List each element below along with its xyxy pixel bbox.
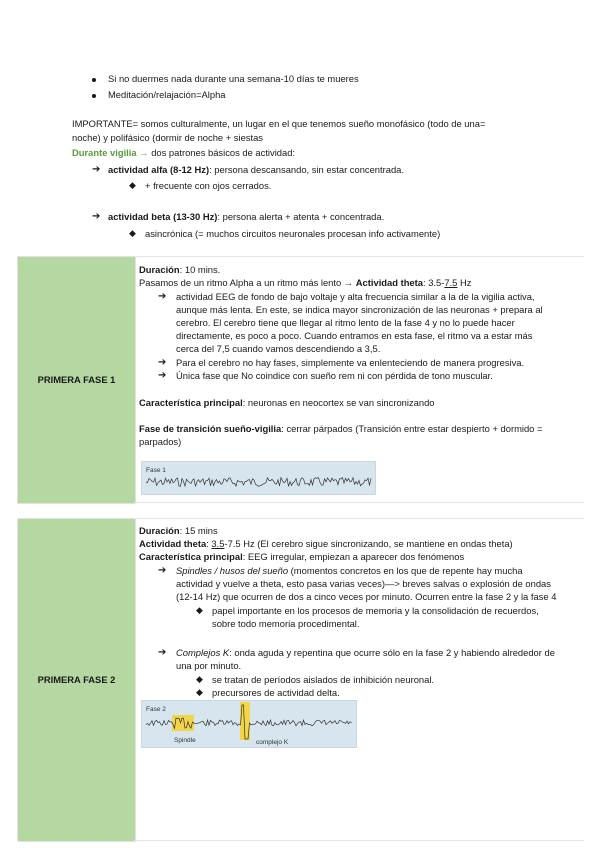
important-line-1: IMPORTANTE= somos culturalmente, un lugar en el que tenemos sueño monofásico (todo de una=	[72, 118, 486, 129]
table-border	[134, 518, 584, 519]
vigilia-heading-line	[72, 146, 295, 159]
theta-label: Actividad theta	[139, 538, 207, 549]
arrow-icon: ➔	[158, 565, 167, 576]
fase1-point-line: actividad EEG de fondo de bajo voltaje y alta frecuencia similar a la de la vigilia activa,	[176, 291, 535, 302]
transicion-label: Fase de transición sueño-vigilia	[139, 423, 282, 434]
fase1-caracteristica	[139, 396, 435, 409]
theta-value-underlined: 7.5	[444, 277, 458, 288]
spindles-line: actividad y vuelve a theta, esto pasa varias veces)—> breves salvas o explosión de ondas	[176, 578, 551, 589]
spindles-text: (momentos concretos en los que de repente hay mucha	[288, 565, 523, 576]
arrow-icon: ➔	[158, 357, 167, 368]
alfa-line	[108, 163, 404, 176]
bullet-dot	[92, 78, 96, 82]
diamond-bullet-icon: ◆	[196, 687, 203, 697]
beta-line	[108, 210, 384, 223]
fase1-label-cell	[17, 256, 136, 504]
complejos-title: Complejos K	[176, 647, 230, 658]
fase1-point-line: Única fase que No coindice con sueño rem ni con pérdida de tono muscular.	[176, 370, 493, 381]
beta-name: actividad beta	[108, 211, 171, 222]
fase1-point-line: directamente, es poco a poco. Cuando entramos en esta fase, el ritmo va a estar más	[176, 330, 533, 341]
duracion-label: Duración	[139, 525, 180, 536]
fase2-duracion	[139, 524, 218, 537]
diamond-bullet-icon: ◆	[196, 605, 203, 615]
fase1-point-line: Para el cerebro no hay fases, simplemente va enlenteciendo de manera progresiva.	[176, 357, 525, 368]
caracteristica-label: Característica principal	[139, 551, 243, 562]
important-line-2: noche) y polifásico (dormir de noche + siestas	[72, 132, 263, 143]
beta-rest: : persona alerta + atenta + concentrada.	[217, 211, 385, 222]
table-border	[134, 256, 584, 257]
fase1-pasamos	[139, 276, 471, 289]
fase2-theta	[139, 537, 513, 550]
complejos-sub: se tratan de períodos aislados de inhibición neuronal.	[212, 674, 435, 685]
eeg-spindle-label: Spindle	[174, 737, 196, 744]
transicion-value: : cerrar párpados (Transición entre estar despierto + dormido =	[281, 423, 543, 434]
bullet-dot	[92, 94, 96, 98]
complejos-text: : onda aguda y repentina que ocurre sólo en la fase 2 y habiendo alrededor de	[229, 647, 555, 658]
complejos-line	[176, 646, 555, 659]
theta-value-underlined: 3.5	[211, 538, 225, 549]
complejos-sub: precursores de actividad delta.	[212, 687, 340, 698]
fase1-transicion-2: parpados)	[139, 436, 182, 447]
diamond-bullet-icon: ◆	[129, 180, 136, 190]
table-border	[134, 840, 584, 841]
fase1-point-line: aunque más lenta. En este, se indica mayor sincronización de las neuronas + prepara al	[176, 304, 543, 315]
theta-value-a: :	[206, 538, 212, 549]
diamond-bullet-icon: ◆	[196, 674, 203, 684]
alfa-rest: : persona descansando, sin estar concentrada.	[209, 164, 404, 175]
alfa-sub: + frecuente con ojos cerrados.	[145, 180, 272, 191]
fase1-duracion	[139, 263, 220, 276]
caracteristica-value: : neuronas en neocortex se van sincronizando	[242, 397, 435, 408]
beta-sub: asincrónica (= muchos circuitos neuronales procesan info activamente)	[145, 228, 441, 239]
fase2-caracteristica	[139, 550, 464, 563]
alfa-name: actividad alfa (8-12 Hz)	[108, 164, 210, 175]
eeg-fase1-label: Fase 1	[146, 467, 166, 474]
eeg-fase1-image	[141, 461, 376, 495]
arrow-icon: ➔	[92, 211, 101, 222]
duracion-value: : 10 mins.	[179, 264, 221, 275]
fase2-label: PRIMERA FASE 2	[37, 674, 116, 686]
fase1-point-line: cerebro. El cerebro tiene que llegar al ritmo lento de la fase 4 y no lo puede hacer	[176, 317, 515, 328]
duracion-label: Duración	[139, 264, 180, 275]
vigilia-rest: dos patrones básicos de actividad:	[148, 147, 296, 158]
arrow-icon: ➔	[92, 164, 101, 175]
arrow-icon: ➔	[158, 370, 167, 381]
spindles-title: Spindles / husos del sueño	[176, 565, 289, 576]
spindles-line	[176, 564, 523, 577]
eeg-fase2-image	[141, 700, 357, 748]
complejos-line: una por minuto.	[176, 660, 242, 671]
vigilia-heading: Durante vigilia →	[72, 147, 149, 158]
arrow-icon: ➔	[158, 647, 167, 658]
caracteristica-value: : EEG irregular, empiezan a aparecer dos fenómenos	[242, 551, 465, 562]
theta-value-b: -7.5 Hz (El cerebro sigue sincronizando, se mantiene en ondas theta)	[224, 538, 513, 549]
eeg-fase1-wave	[142, 462, 375, 494]
spindles-sub: sobre todo memoria procedimental.	[212, 618, 360, 629]
spindles-line: (12-14 Hz) que ocurren de dos a cinco veces por minuto. Ocurren entre la fase 2 y la fase 4	[176, 591, 557, 602]
beta-hz: (13-30 Hz)	[170, 211, 218, 222]
fase2-label-cell	[17, 518, 136, 842]
eeg-fase2-label: Fase 2	[146, 706, 166, 713]
caracteristica-label: Característica principal	[139, 397, 243, 408]
bullet-text: Meditación/relajación=Alpha	[108, 89, 226, 100]
bullet-text: Si no duermes nada durante una semana-10 días te mueres	[108, 73, 359, 84]
pasamos-text: Pasamos de un ritmo Alpha a un ritmo más lento →	[139, 277, 356, 288]
spindles-sub: papel importante en los procesos de memoria y la consolidación de recuerdos,	[212, 605, 539, 616]
diamond-bullet-icon: ◆	[129, 228, 136, 238]
theta-label: Actividad theta	[355, 277, 423, 288]
arrow-icon: ➔	[158, 291, 167, 302]
eeg-fase2-wave	[142, 701, 356, 747]
duracion-value: : 15 mins	[179, 525, 218, 536]
table-border	[134, 502, 584, 503]
fase1-transicion	[139, 422, 542, 435]
eeg-kcomplex-label: complejo K	[256, 739, 289, 746]
theta-value-a: : 3.5-	[422, 277, 445, 288]
fase1-point-line: cerca del 7,5 cuando vamos descendiendo a 3,5.	[176, 343, 381, 354]
theta-value-b: Hz	[457, 277, 472, 288]
fase1-label: PRIMERA FASE 1	[37, 374, 116, 386]
